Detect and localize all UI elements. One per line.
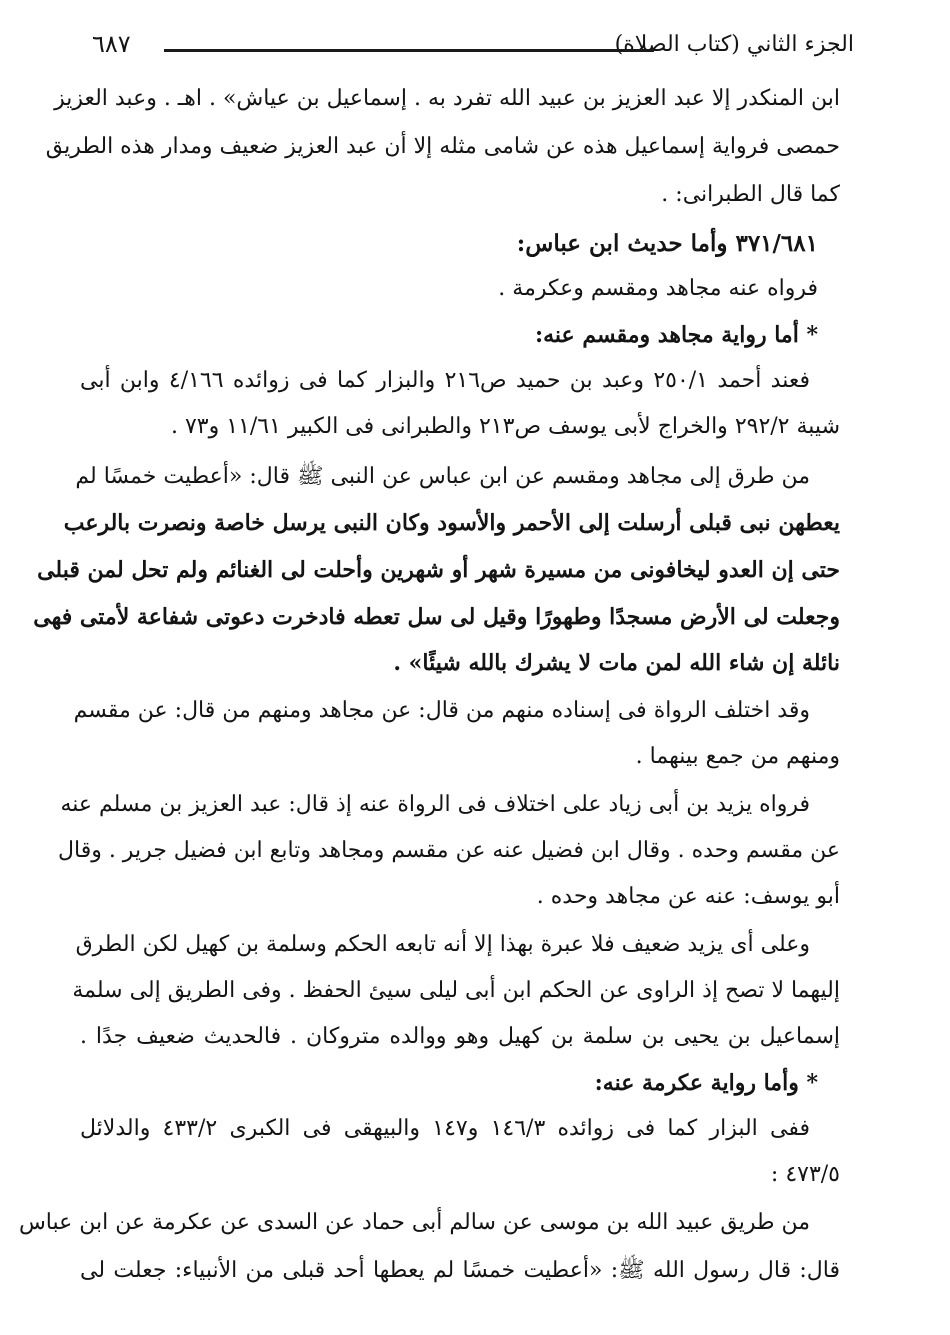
text-line: إسماعيل بن يحيى بن سلمة بن كهيل وهو ووالده متروكان . فالحديث ضعيف جدًا . xyxy=(80,1024,840,1049)
text-line: كما قال الطبرانى: . xyxy=(661,182,840,207)
text-line: فرواه عنه مجاهد ومقسم وعكرمة . xyxy=(498,276,818,301)
text-line: ففى البزار كما فى زوائده ١٤٦/٣ و١٤٧ والبيهقى فى الكبرى ٤٣٣/٢ والدلائل xyxy=(80,1116,810,1141)
text-line: حمصى فرواية إسماعيل هذه عن شامى مثله إلا أن عبد العزيز ضعيف ومدار هذه الطريق xyxy=(45,134,840,159)
hadith-heading: ٣٧١/٦٨١ وأما حديث ابن عباس: xyxy=(516,230,818,257)
hadith-text-line: حتى إن العدو ليخافونى من مسيرة شهر أو شهرين وأحلت لى الغنائم ولم تحل لمن قبلى xyxy=(37,557,840,583)
text-line: من طريق عبيد الله بن موسى عن سالم أبى حماد عن السدى عن عكرمة عن ابن عباس xyxy=(18,1210,810,1235)
text-line: ٤٧٣/٥ : xyxy=(770,1162,840,1187)
text-line: ابن المنكدر إلا عبد العزيز بن عبيد الله تفرد به . إسماعيل بن عياش» . اهـ . وعبد العزيز xyxy=(54,86,840,111)
hadith-text-line: يعطهن نبى قبلى أرسلت إلى الأحمر والأسود وكان النبى يرسل خاصة ونصرت بالرعب xyxy=(63,510,840,536)
text-line: قال: قال رسول الله ﷺ: «أعطيت خمسًا لم يعطها أحد قبلى من الأنبياء: جعلت لى xyxy=(80,1258,840,1283)
text-line: من طرق إلى مجاهد ومقسم عن ابن عباس عن النبى ﷺ قال: «أعطيت خمسًا لم xyxy=(75,464,810,489)
hadith-text-line: وجعلت لى الأرض مسجدًا وطهورًا وقيل لى سل تعطه فادخرت دعوتى شفاعة لأمتى فهى xyxy=(33,604,840,630)
header-rule xyxy=(164,49,654,52)
section-heading: * أما رواية مجاهد ومقسم عنه: xyxy=(534,322,818,348)
text-line: أبو يوسف: عنه عن مجاهد وحده . xyxy=(536,884,840,909)
running-header xyxy=(92,28,854,68)
text-line: عن مقسم وحده . وقال ابن فضيل عنه عن مقسم ومجاهد وتابع ابن فضيل جرير . وقال xyxy=(58,838,840,863)
text-line: ومنهم من جمع بينهما . xyxy=(635,744,840,769)
running-title: الجزء الثاني (كتاب الصلاة) xyxy=(614,32,854,57)
text-line: إليهما لا تصح إذ الراوى عن الحكم ابن أبى ليلى سيئ الحفظ . وفى الطريق إلى سلمة xyxy=(72,978,840,1003)
section-heading: * وأما رواية عكرمة عنه: xyxy=(594,1070,818,1096)
text-line: وقد اختلف الرواة فى إسناده منهم من قال: عن مجاهد ومنهم من قال: عن مقسم xyxy=(73,698,810,723)
page-number: ٦٨٧ xyxy=(92,30,131,58)
hadith-text-line: نائلة إن شاء الله لمن مات لا يشرك بالله شيئًا» . xyxy=(393,650,840,676)
text-line: فرواه يزيد بن أبى زياد على اختلاف فى الرواة عنه إذ قال: عبد العزيز بن مسلم عنه xyxy=(60,792,810,817)
text-line: فعند أحمد ٢٥٠/١ وعبد بن حميد ص٢١٦ والبزار كما فى زوائده ٤/١٦٦ وابن أبى xyxy=(80,368,810,393)
text-line: وعلى أى يزيد ضعيف فلا عبرة بهذا إلا أنه تابعه الحكم وسلمة بن كهيل لكن الطرق xyxy=(75,932,810,957)
text-line: شيبة ٢٩٢/٢ والخراج لأبى يوسف ص٢١٣ والطبرانى فى الكبير ١١/٦١ و٧٣ . xyxy=(170,414,840,439)
